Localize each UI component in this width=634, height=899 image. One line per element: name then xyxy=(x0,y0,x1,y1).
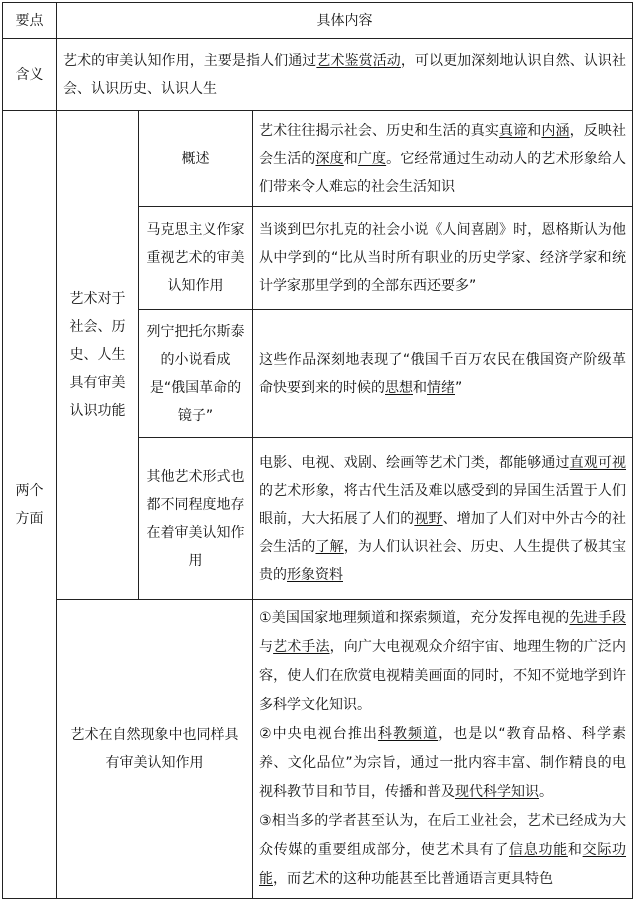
marxism-text: 当谈到巴尔扎克的社会小说《人间喜剧》时，恩格斯认为他从中学到的“比从当时所有职业的历史学家、经济学家和统计学家那里学到的全部东西还要多” xyxy=(253,207,633,310)
marxism-label: 马克思主义作家重视艺术的审美认知作用 xyxy=(139,207,253,310)
nature-label: 艺术在自然现象中也同样具有审美认知作用 xyxy=(57,600,253,899)
lenin-label: 列宁把托尔斯泰的小说看成是“俄国革命的镜子” xyxy=(139,310,253,438)
aspects-label: 两个方面 xyxy=(3,111,57,899)
society-label: 艺术对于社会、历史、人生具有审美认识功能 xyxy=(57,111,139,600)
overview-text: 艺术往往揭示社会、历史和生活的真实真谛和内涵，反映社会生活的深度和广度。它经常通过生动动人的艺术形象给人们带来令人难忘的社会生活知识 xyxy=(253,111,633,207)
meaning-label: 含义 xyxy=(3,39,57,111)
header-key-point: 要点 xyxy=(3,3,57,39)
nature-paragraph-3: ③相当多的学者甚至认为，在后工业社会，艺术已经成为大众传媒的重要组成部分，使艺术具有了信息功能和交际功能，而艺术的这种功能甚至比普通语言更具特色 xyxy=(259,813,627,887)
content-table xyxy=(2,2,633,899)
other-art-label: 其他艺术形式也都不同程度地存在着审美认知作用 xyxy=(139,438,253,600)
overview-row xyxy=(3,111,633,207)
meaning-row xyxy=(3,39,633,111)
nature-text xyxy=(253,600,633,899)
nature-paragraph-1: ①美国国家地理频道和探索频道，充分发挥电视的先进手段与艺术手法，向广大电视观众介绍宇宙、地理生物的广泛内容，使人们在欣赏电视精美画面的同时，不知不觉地学到许多科学文化知识。 xyxy=(259,610,627,713)
lenin-text: 这些作品深刻地表现了“俄国千百万农民在俄国资产阶级革命快要到来的时候的思想和情绪” xyxy=(253,310,633,438)
nature-paragraph-2: ②中央电视台推出科教频道，也是以“教育品格、科学素养、文化品位”为宗旨，通过一批内容丰富、制作精良的电视科教节目和节目，传播和普及现代科学知识。 xyxy=(259,726,626,800)
meaning-text: 艺术的审美认知作用，主要是指人们通过艺术鉴赏活动，可以更加深刻地认识自然、认识社会、认识历史、认识人生 xyxy=(57,39,633,111)
nature-row xyxy=(3,600,633,899)
overview-label: 概述 xyxy=(139,111,253,207)
header-row xyxy=(3,3,633,39)
header-content: 具体内容 xyxy=(57,3,633,39)
other-art-text: 电影、电视、戏剧、绘画等艺术门类，都能够通过直观可视的艺术形象，将古代生活及难以感受到的异国生活置于人们眼前，大大拓展了人们的视野、增加了人们对中外古今的社会生活的了解，为人们认识社会、历史、人生提供了极其宝贵的形象资料 xyxy=(253,438,633,600)
